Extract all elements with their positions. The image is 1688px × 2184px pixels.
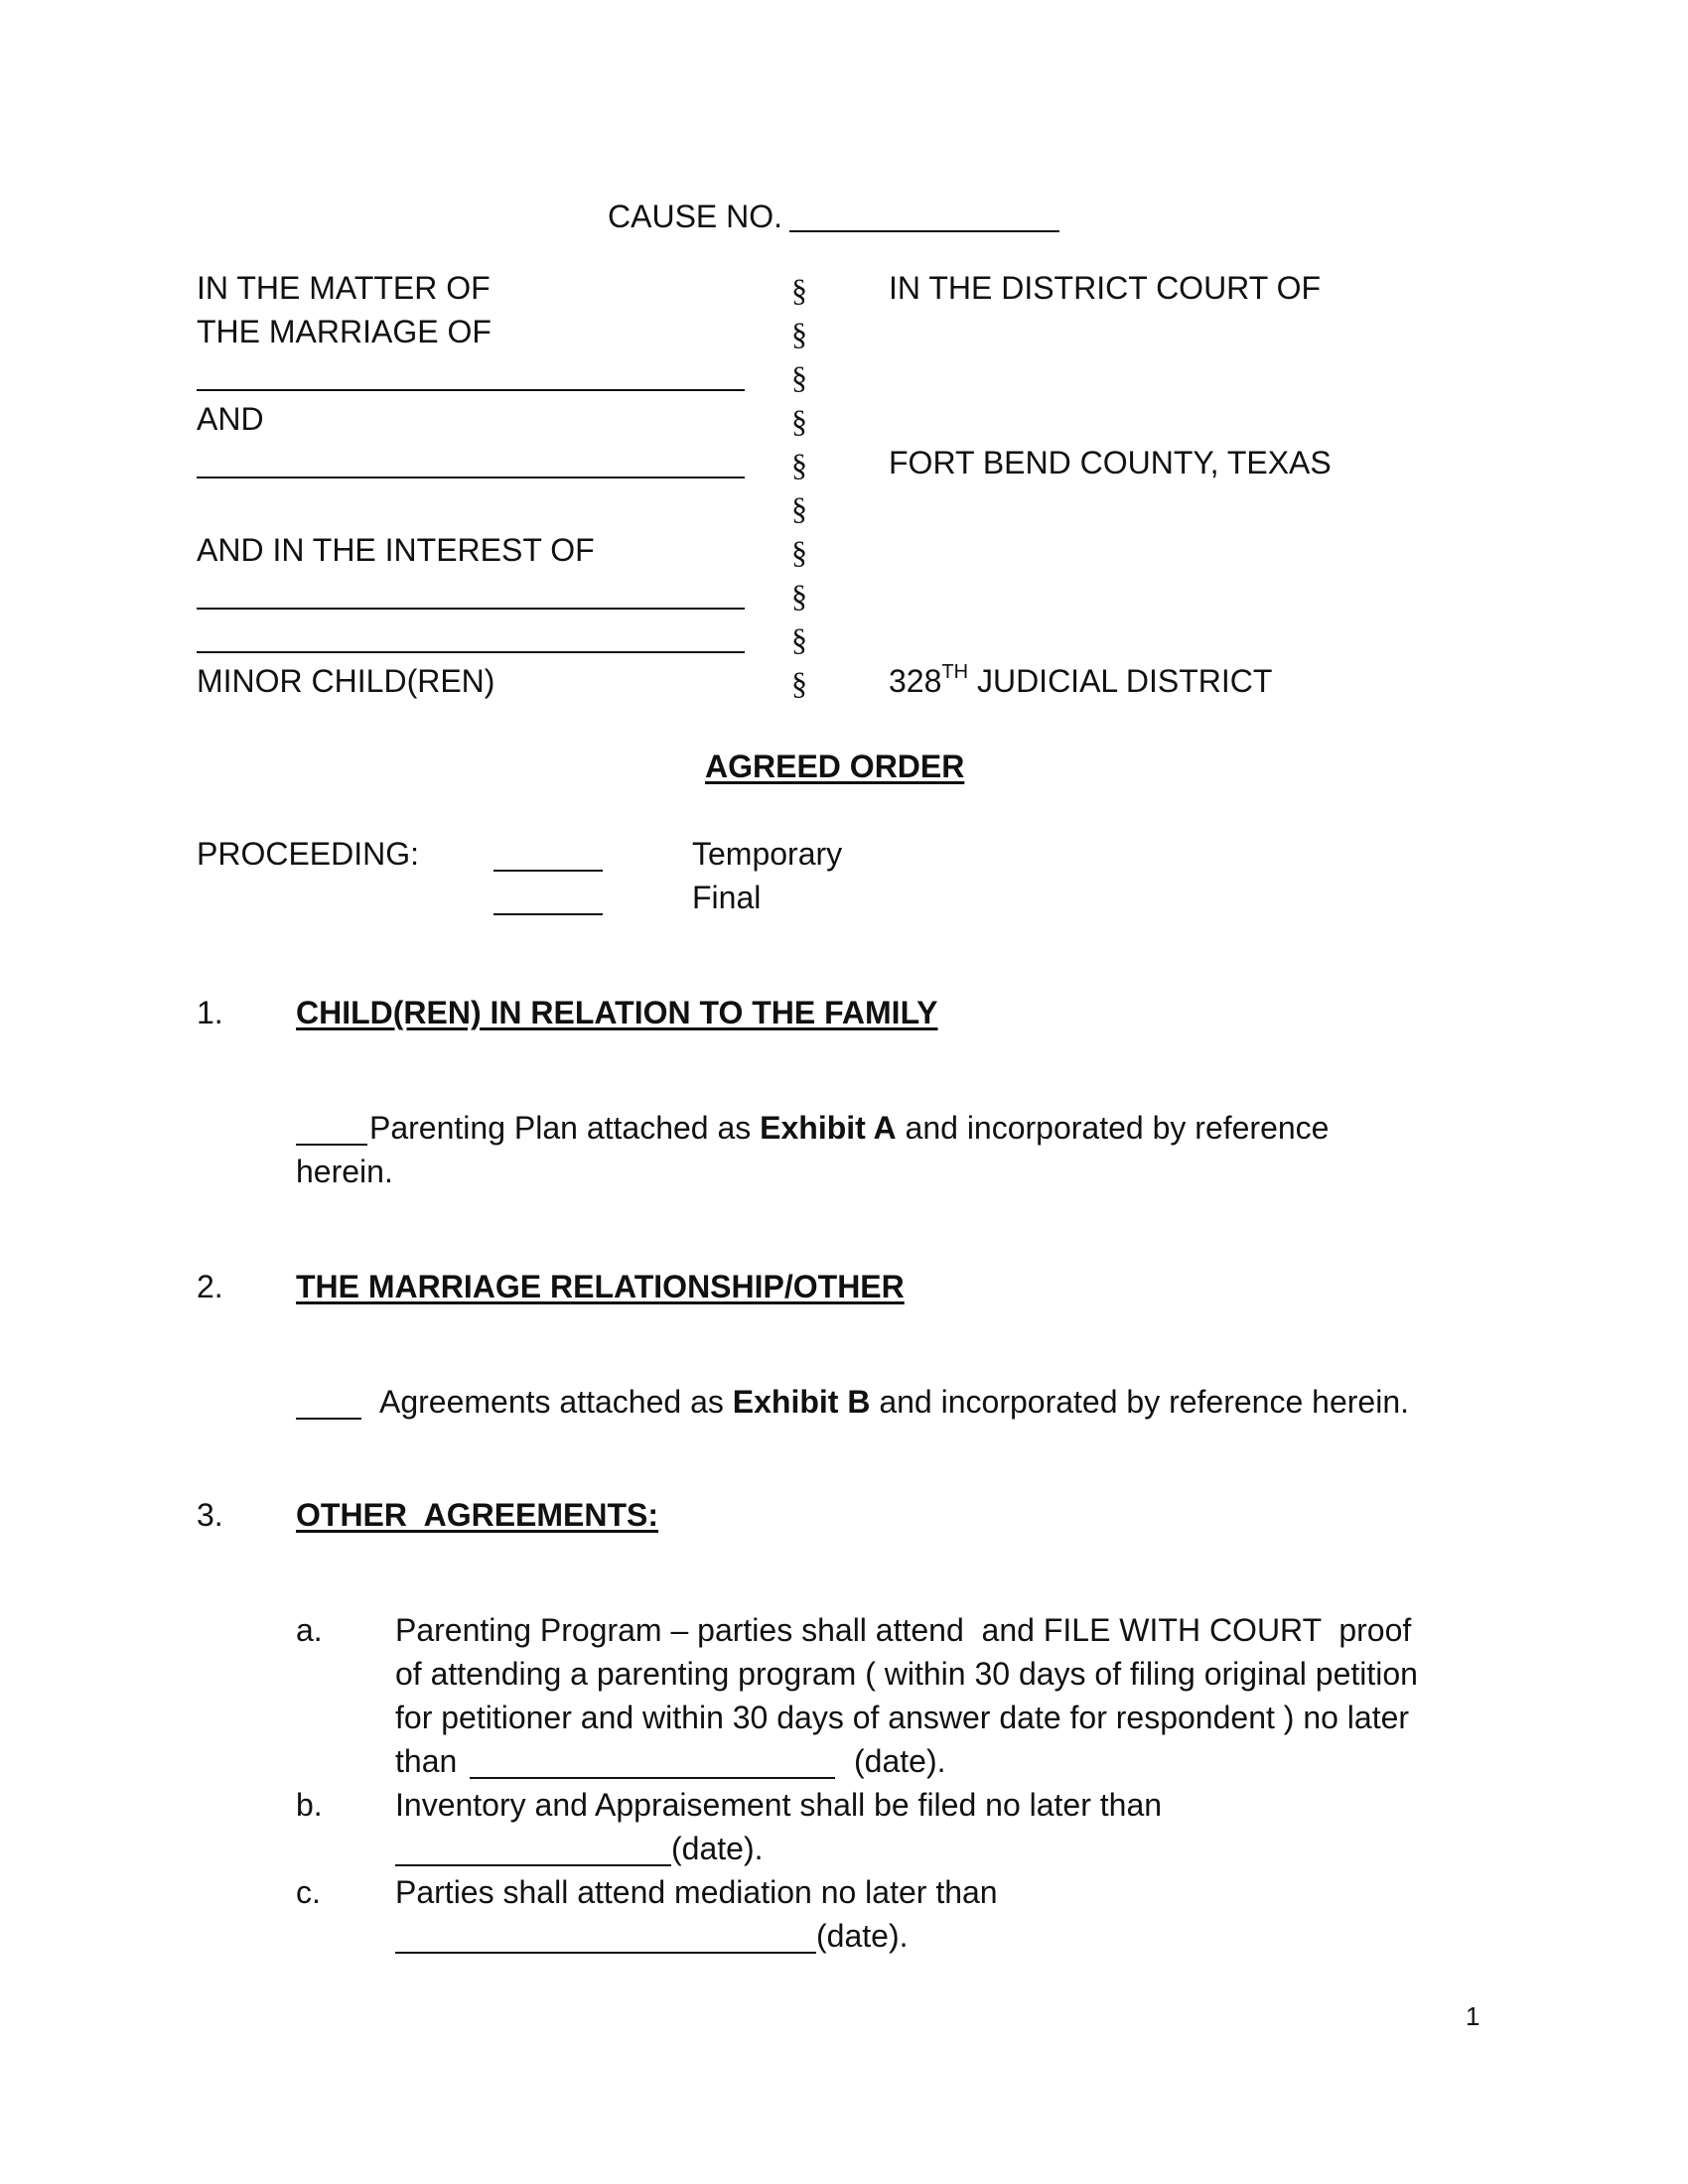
judicial-district-label xyxy=(889,659,1272,703)
temporary-option: Temporary xyxy=(692,836,843,872)
section-symbol: § xyxy=(791,578,807,614)
section-heading: OTHER AGREEMENTS: xyxy=(296,1497,659,1533)
parenting-program-date-blank[interactable] xyxy=(470,1777,835,1779)
list-item-text: Parties shall attend mediation no later than xyxy=(395,1874,998,1910)
district-rest: JUDICIAL DISTRICT xyxy=(968,663,1273,699)
section-number: 3. xyxy=(197,1497,223,1533)
parenting-plan-blank[interactable] xyxy=(296,1144,367,1146)
cause-no-label: CAUSE NO. xyxy=(608,199,783,234)
and-label: AND xyxy=(197,401,264,437)
exhibit-ref: Exhibit B xyxy=(732,1384,871,1420)
section-symbol: § xyxy=(791,447,807,482)
date-suffix: (date). xyxy=(671,1831,764,1866)
party-two-blank[interactable] xyxy=(197,477,745,478)
list-item-text: Inventory and Appraisement shall be filed no later than xyxy=(395,1787,1163,1823)
agreements-blank[interactable] xyxy=(296,1418,361,1420)
temporary-checkbox-blank[interactable] xyxy=(493,870,603,872)
marriage-of-label: THE MARRIAGE OF xyxy=(197,314,492,349)
child-one-blank[interactable] xyxy=(197,608,745,610)
exhibit-ref: Exhibit A xyxy=(760,1110,897,1146)
county-label: FORT BEND COUNTY, TEXAS xyxy=(889,445,1332,480)
party-one-blank[interactable] xyxy=(197,389,745,391)
mediation-date-blank[interactable] xyxy=(395,1952,816,1954)
section-body-text: and incorporated by reference herein. xyxy=(870,1384,1409,1420)
date-suffix: (date). xyxy=(816,1918,909,1954)
section-body xyxy=(369,1106,1329,1150)
section-body-text: Agreements attached as xyxy=(379,1384,733,1420)
page-number: 1 xyxy=(1466,2001,1480,2031)
section-body-text: Parenting Plan attached as xyxy=(369,1110,761,1146)
final-checkbox-blank[interactable] xyxy=(493,913,603,915)
district-court-label: IN THE DISTRICT COURT OF xyxy=(889,270,1321,306)
district-number: 328 xyxy=(889,663,942,699)
page-title: AGREED ORDER xyxy=(705,749,965,784)
section-body-continued: herein. xyxy=(296,1154,393,1189)
minor-children-label: MINOR CHILD(REN) xyxy=(197,663,495,699)
list-item-letter: b. xyxy=(296,1787,323,1823)
list-item-letter: c. xyxy=(296,1874,321,1910)
district-ordinal-suffix: TH xyxy=(941,661,969,683)
section-number: 1. xyxy=(197,995,223,1030)
section-body-text: and incorporated by reference xyxy=(896,1110,1330,1146)
section-symbol: § xyxy=(791,621,807,657)
list-item-text: of attending a parenting program ( within 30 days of filing original petition xyxy=(395,1656,1418,1692)
proceeding-label: PROCEEDING: xyxy=(197,836,420,872)
section-symbol: § xyxy=(791,272,807,308)
inventory-date-blank[interactable] xyxy=(395,1864,671,1866)
interest-of-label: AND IN THE INTEREST OF xyxy=(197,532,595,568)
section-heading: CHILD(REN) IN RELATION TO THE FAMILY xyxy=(296,995,938,1030)
final-option: Final xyxy=(692,880,762,915)
cause-no-blank[interactable] xyxy=(789,230,1059,232)
section-symbol: § xyxy=(791,490,807,526)
list-item-text: Parenting Program – parties shall attend and FILE WITH COURT proof xyxy=(395,1612,1412,1648)
section-symbol: § xyxy=(791,534,807,570)
section-heading: THE MARRIAGE RELATIONSHIP/OTHER xyxy=(296,1269,905,1304)
section-body xyxy=(379,1380,1409,1424)
section-symbol: § xyxy=(791,403,807,439)
section-symbol: § xyxy=(791,316,807,351)
section-symbol: § xyxy=(791,665,807,701)
list-item-text: than xyxy=(395,1743,458,1779)
list-item-letter: a. xyxy=(296,1612,323,1648)
list-item-text: for petitioner and within 30 days of answer date for respondent ) no later xyxy=(395,1700,1410,1735)
section-number: 2. xyxy=(197,1269,223,1304)
date-suffix: (date). xyxy=(854,1743,946,1779)
section-symbol: § xyxy=(791,359,807,395)
matter-of-label: IN THE MATTER OF xyxy=(197,270,491,306)
child-two-blank[interactable] xyxy=(197,651,745,653)
